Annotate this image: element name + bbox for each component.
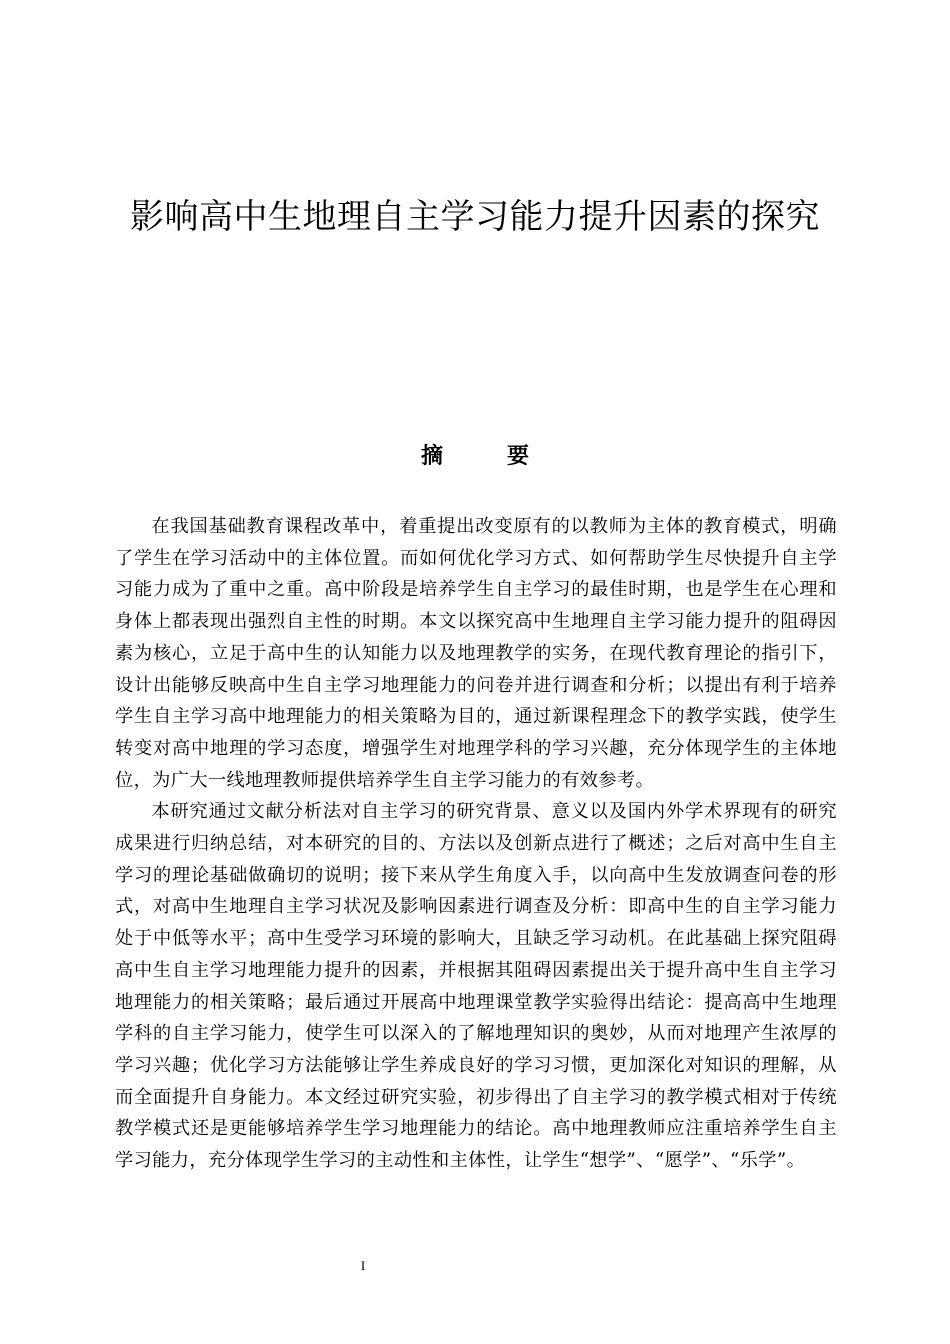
- abstract-paragraph-1: 在我国基础教育课程改革中，着重提出改变原有的以教师为主体的教育模式，明确了学生在学习活动中的主体位置。而如何优化学习方式、如何帮助学生尽快提升自主学习能力成为了重中之重。高中阶段是培养学生自主学习的最佳时期，也是学生在心理和身体上都表现出强烈自主性的时期。本文以探究高中生地理自主学习能力提升的阻碍因素为核心，立足于高中生的认知能力以及地理教学的实务，在现代教育理论的指引下，设计出能够反映高中生自主学习地理能力的问卷并进行调查和分析；以提出有利于培养学生自主学习高中地理能力的相关策略为目的，通过新课程理念下的教学实践，使学生转变对高中地理的学习态度，增强学生对地理学科的学习兴趣，充分体现学生的主体地位，为广大一线地理教师提供培养学生自主学习能力的有效参考。: [115, 516, 837, 791]
- abstract-paragraph-2: 本研究通过文献分析法对自主学习的研究背景、意义以及国内外学术界现有的研究成果进行归纳总结，对本研究的目的、方法以及创新点进行了概述；之后对高中生自主学习的理论基础做确切的说明；接下来从学生角度入手，以向高中生发放调查问卷的形式，对高中生地理自主学习状况及影响因素进行调查及分析：即高中生的自主学习能力处于中低等水平；高中生受学习环境的影响大，且缺乏学习动机。在此基础上探究阻碍高中生自主学习地理能力提升的因素，并根据其阻碍因素提出关于提升高中生自主学习地理能力的相关策略；最后通过开展高中地理课堂教学实验得出结论：提高高中生地理学科的自主学习能力，使学生可以深入的了解地理知识的奥妙，从而对地理产生浓厚的学习兴趣；优化学习方法能够让学生养成良好的学习习惯，更加深化对知识的理解，从而全面提升自身能力。本文经过研究实验，初步得出了自主学习的教学模式相对于传统教学模式还是更能够培养学生学习地理能力的结论。高中地理教师应注重培养学生自主学习能力，充分体现学生学习的主动性和主体性，让学生“想学”、“愿学”、“乐学”。: [115, 801, 837, 1172]
- abstract-heading-char-1: 摘: [420, 444, 443, 469]
- page-number: I: [360, 1258, 366, 1273]
- abstract-heading-char-2: 要: [507, 444, 530, 469]
- abstract-heading: [0, 440, 950, 474]
- abstract-body: [115, 511, 837, 1177]
- document-title: 影响高中生地理自主学习能力提升因素的探究: [130, 197, 820, 237]
